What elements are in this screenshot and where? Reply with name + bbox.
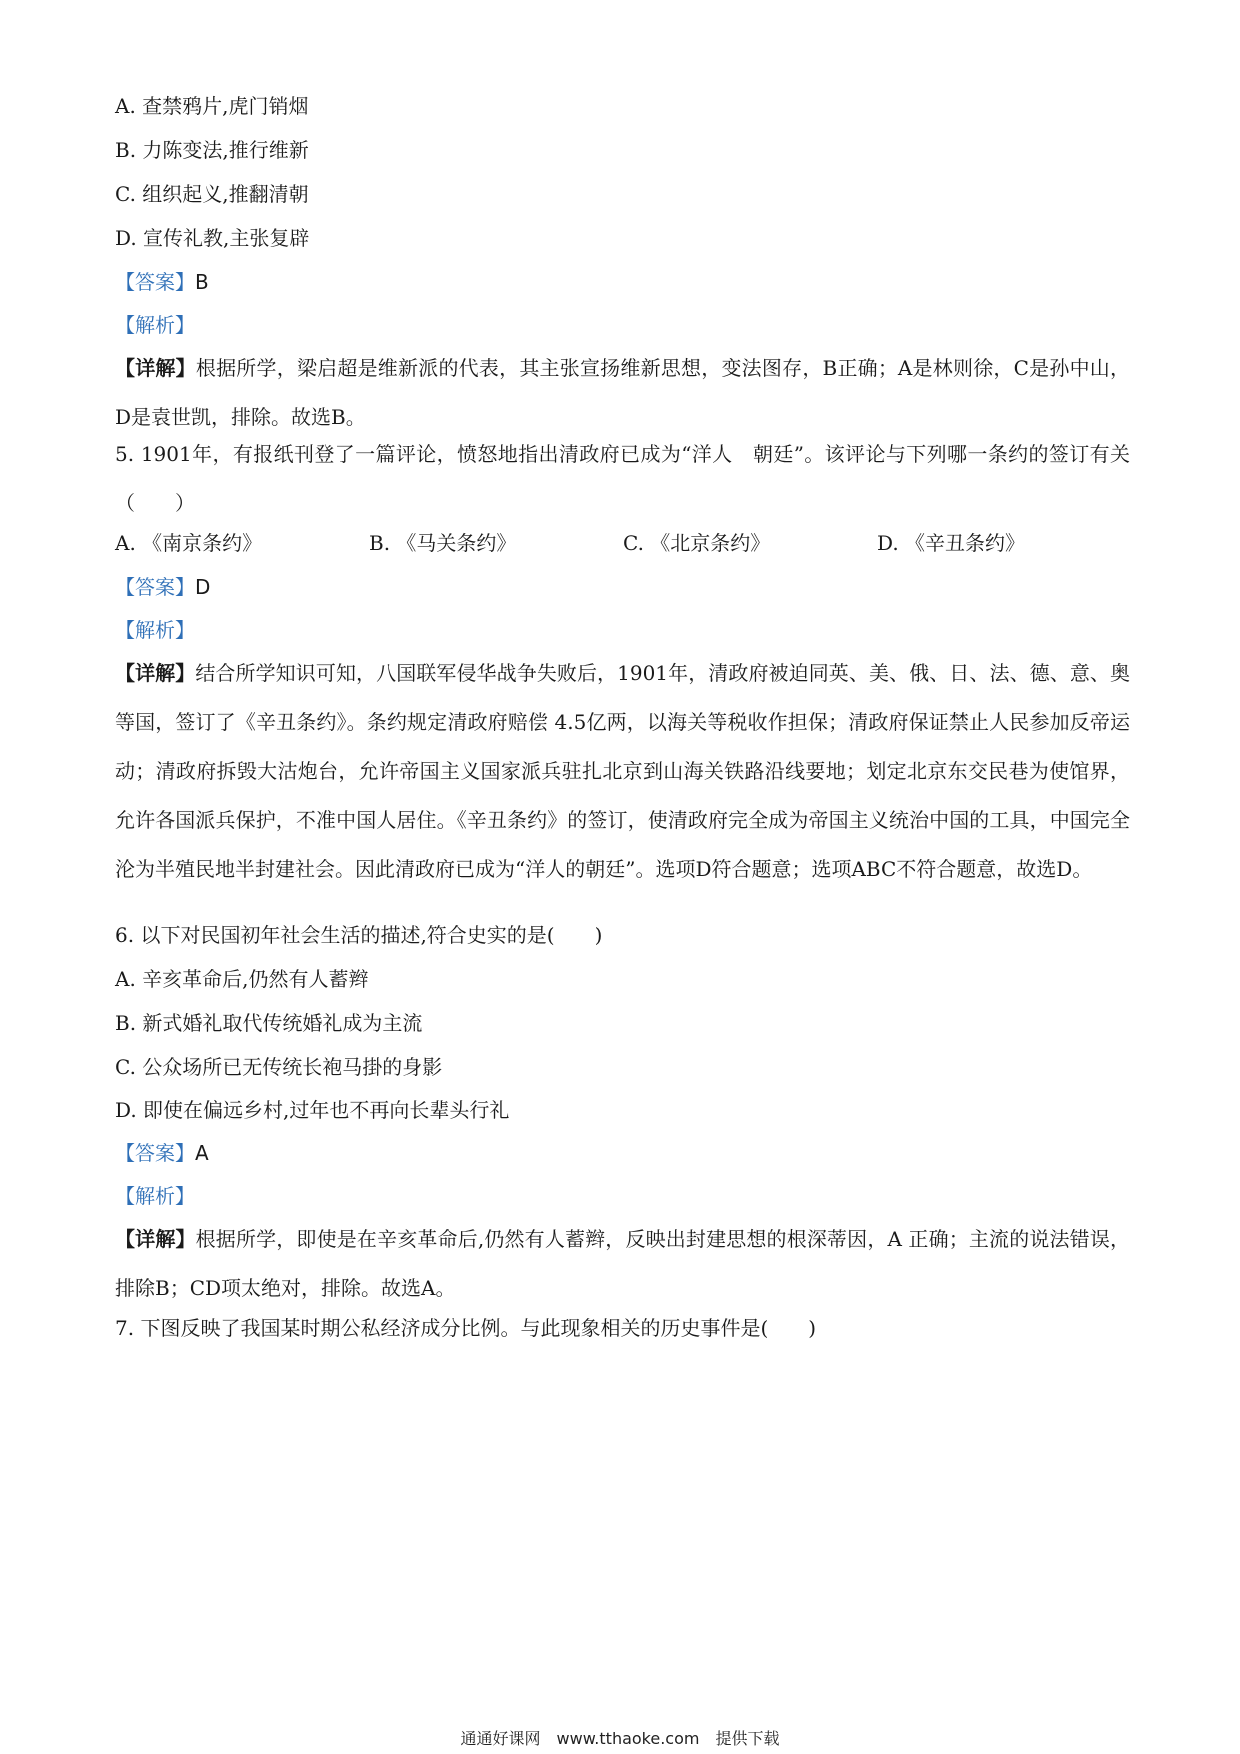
q5-detail	[115, 649, 1130, 894]
q5-option-d: D. 《辛丑条约》	[877, 531, 1026, 555]
q4-option-a: A. 查禁鸦片,虎门销烟	[115, 94, 309, 118]
q6-option-c: C. 公众场所已无传统长袍马掛的身影	[115, 1055, 443, 1079]
q5-answer: D	[195, 575, 211, 599]
detail-tag: 【详解】	[115, 1227, 196, 1251]
q6-detail-text: 根据所学，即使是在辛亥革命后,仍然有人蓄辫，反映出封建思想的根深蒂因，A 正确；主流的说法错误，排除B；CD项太绝对，排除。故选A。	[115, 1227, 1130, 1300]
q4-answer: B	[195, 270, 209, 294]
answer-tag: 【答案】	[115, 270, 195, 294]
q4-detail-text: 根据所学，梁启超是维新派的代表，其主张宣扬维新思想，变法图存，B正确；A是林则徐，C是孙中山，D是袁世凯，排除。故选B。	[115, 356, 1131, 429]
q5-option-a: A. 《南京条约》	[115, 531, 263, 555]
q6-option-b: B. 新式婚礼取代传统婚礼成为主流	[115, 1011, 423, 1035]
q6-analysis-line	[115, 1182, 195, 1210]
q4-answer-line	[115, 268, 209, 296]
q5-option-b: B. 《马关条约》	[369, 531, 517, 555]
q6-answer-line	[115, 1139, 209, 1167]
q5-option-c: C. 《北京条约》	[623, 531, 771, 555]
q5-stem: 5. 1901年，有报纸刊登了一篇评论，愤怒地指出清政府已成为“洋人 朝廷”。该评论与下列哪一条约的签订有关（ ）	[115, 442, 1130, 515]
q6-answer: A	[195, 1141, 209, 1165]
page-footer: 通通好课网 www.tthaoke.com 提供下载	[460, 1729, 780, 1748]
q5-options-row	[115, 529, 1130, 557]
answer-tag: 【答案】	[115, 1141, 195, 1165]
q4-option-d: D. 宣传礼教,主张复辟	[115, 226, 310, 250]
q4-detail	[115, 344, 1130, 442]
answer-tag: 【答案】	[115, 575, 195, 599]
q4-option-c: C. 组织起义,推翻清朝	[115, 182, 309, 206]
analysis-tag: 【解析】	[115, 1184, 195, 1208]
analysis-tag: 【解析】	[115, 618, 195, 642]
q6-detail	[115, 1215, 1130, 1313]
q6-stem: 6. 以下对民国初年社会生活的描述,符合史实的是( )	[115, 923, 603, 947]
detail-tag: 【详解】	[115, 661, 196, 685]
q4-option-b: B. 力陈变法,推行维新	[115, 138, 309, 162]
detail-tag: 【详解】	[115, 356, 196, 380]
q6-option-a: A. 辛亥革命后,仍然有人蓄辫	[115, 967, 369, 991]
q5-answer-line	[115, 573, 210, 601]
q5-analysis-line	[115, 616, 195, 644]
q4-analysis-line	[115, 311, 195, 339]
q6-option-d: D. 即使在偏远乡村,过年也不再向长辈头行礼	[115, 1098, 510, 1122]
q7-stem: 7. 下图反映了我国某时期公私经济成分比例。与此现象相关的历史事件是( )	[115, 1316, 817, 1340]
q5-detail-text: 结合所学知识可知，八国联军侵华战争失败后，1901年，清政府被迫同英、美、俄、日、法、德、意、奥等国，签订了《辛丑条约》。条约规定清政府赔偿 4.5亿两，以海关等税收作担保；清政府保证禁止人民参加反帝运动；清政府拆毁大沽炮台，允许帝国主义国家派兵驻扎北京到山海关铁路沿线要地；划定北京东交民巷为使馆界，允许各国派兵保护，不准中国人居住。《辛丑条约》的签订，使清政府完全成为帝国主义统治中国的工具，中国完全沦为半殖民地半封建社会。因此清政府已成为“洋人的朝廷”。选项D符合题意；选项ABC不符合题意，故选D。	[115, 661, 1130, 881]
analysis-tag: 【解析】	[115, 313, 195, 337]
